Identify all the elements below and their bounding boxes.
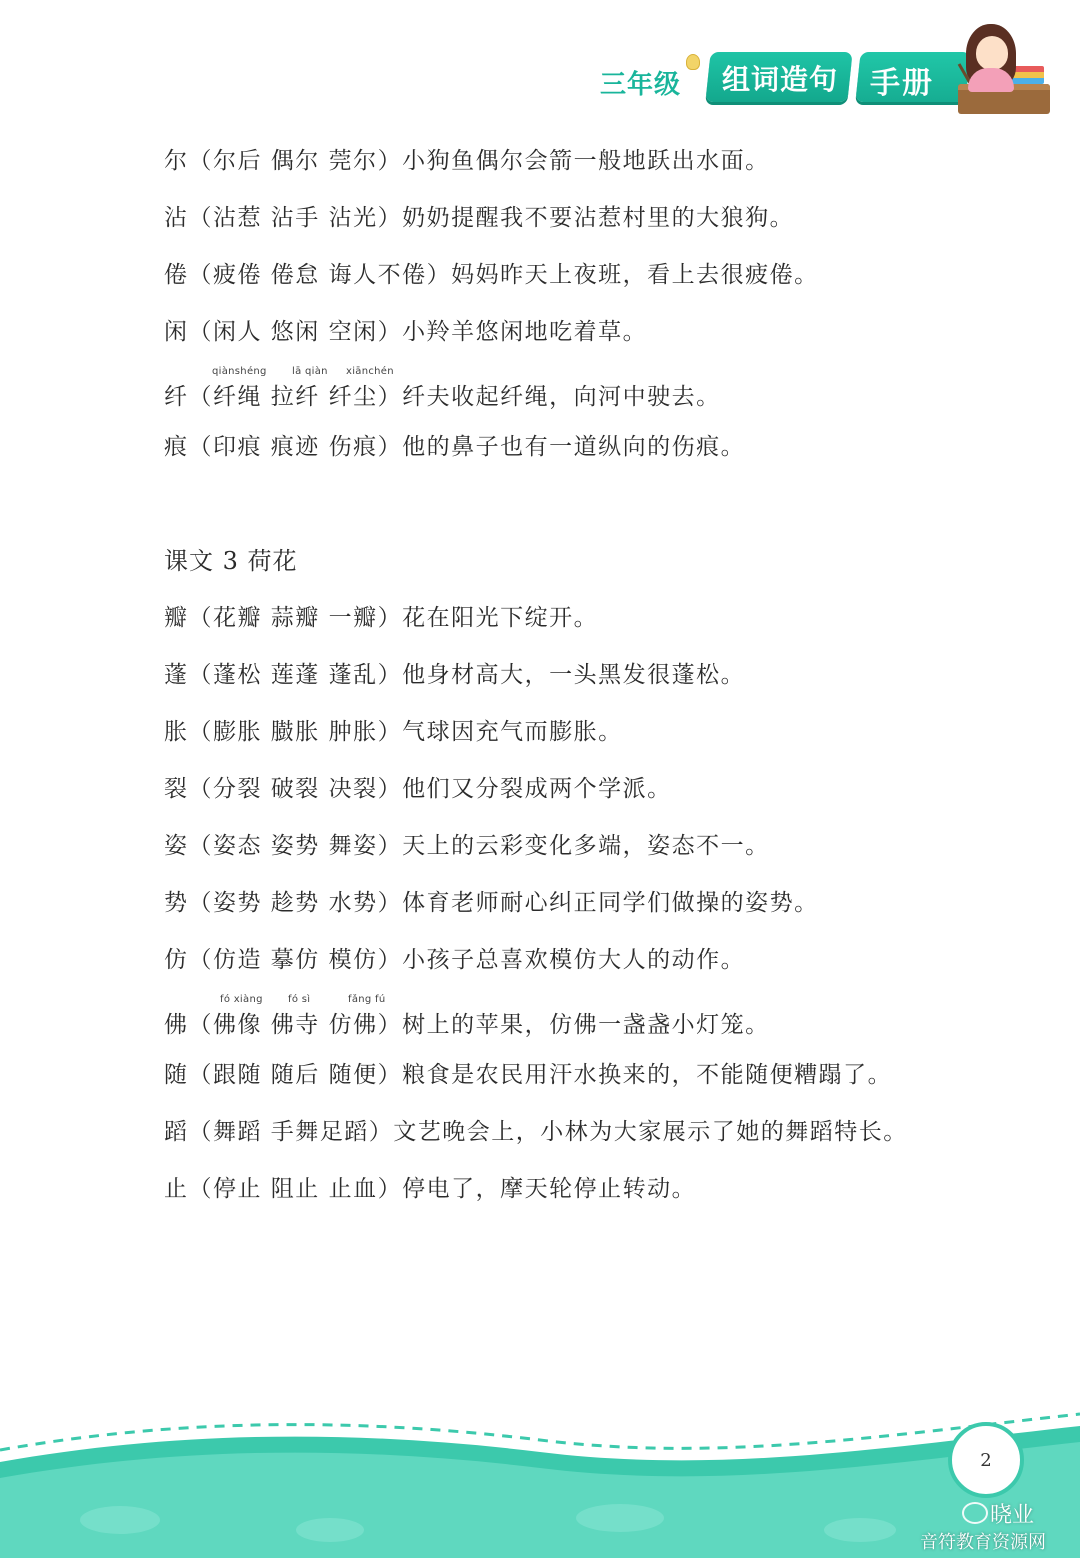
word-line: 势（姿势 趁势 水势）体育老师耐心纠正同学们做操的姿势。 (164, 890, 819, 916)
word-line: 沾（沾惹 沾手 沾光）奶奶提醒我不要沾惹村里的大狼狗。 (164, 205, 795, 231)
pinyin: fó sì (288, 994, 311, 1005)
word-line: 仿（仿造 摹仿 模仿）小孩子总喜欢模仿大人的动作。 (164, 947, 746, 973)
page-number: 2 (948, 1422, 1024, 1498)
word-line: 止（停止 阻止 止血）停电了，摩天轮停止转动。 (164, 1176, 697, 1202)
page-footer (0, 1390, 1080, 1558)
word-line: 痕（印痕 痕迹 伤痕）他的鼻子也有一道纵向的伤痕。 (164, 434, 746, 460)
word-line: 随（跟随 随后 随便）粮食是农民用汗水换来的，不能随便糟蹋了。 (164, 1062, 893, 1088)
handbook-label: 手册 (870, 66, 934, 101)
word-line: 裂（分裂 破裂 决裂）他们又分裂成两个学派。 (164, 776, 672, 802)
word-line: 蓬（蓬松 莲蓬 蓬乱）他身材高大，一头黑发很蓬松。 (164, 662, 746, 688)
word-line: 胀（膨胀 臌胀 肿胀）气球因充气而膨胀。 (164, 719, 623, 745)
watermark-name: 晓业 (990, 1503, 1035, 1528)
wechat-icon (962, 1502, 988, 1524)
pinyin: fó xiàng (220, 994, 263, 1005)
word-line-with-pinyin: fó xiàng fó sì fǎng fú 佛（佛像 佛寺 仿佛）树上的苹果，仿佛一盏盏小灯笼。 (164, 994, 770, 1038)
word-line: 尔（尔后 偶尔 莞尔）小狗鱼偶尔会箭一般地跃出水面。 (164, 148, 770, 174)
word-line: 瓣（花瓣 蒜瓣 一瓣）花在阳光下绽开。 (164, 605, 599, 631)
grade-label: 三年级 (600, 70, 682, 100)
pinyin: xiānchén (346, 366, 394, 377)
pinyin: fǎng fú (348, 994, 386, 1005)
page-header (600, 30, 1050, 110)
book-title: 组词造句 (722, 63, 839, 96)
word-line: 蹈（舞蹈 手舞足蹈）文艺晚会上，小林为大家展示了她的舞蹈特长。 (164, 1119, 908, 1145)
teacher-face-illustration (976, 36, 1008, 70)
footer-wave (0, 1390, 1080, 1558)
pinyin: qiànshéng (212, 366, 267, 377)
word-line: 姿（姿态 姿势 舞姿）天上的云彩变化多端，姿态不一。 (164, 833, 770, 859)
word-line: 倦（疲倦 倦怠 诲人不倦）妈妈昨天上夜班，看上去很疲倦。 (164, 262, 819, 288)
pinyin: lā qiàn (292, 366, 328, 377)
section-title: 课文 3 荷花 (164, 547, 298, 575)
lightbulb-icon (686, 54, 700, 70)
word-line-with-pinyin: qiànshéng lā qiàn xiānchén 纤（纤绳 拉纤 纤尘）纤夫收起纤绳，向河中驶去。 (164, 366, 721, 410)
watermark-site: 音符教育资源网 (920, 1532, 1046, 1553)
word-line: 闲（闲人 悠闲 空闲）小羚羊悠闲地吃着草。 (164, 319, 648, 345)
word-list (164, 140, 964, 1225)
